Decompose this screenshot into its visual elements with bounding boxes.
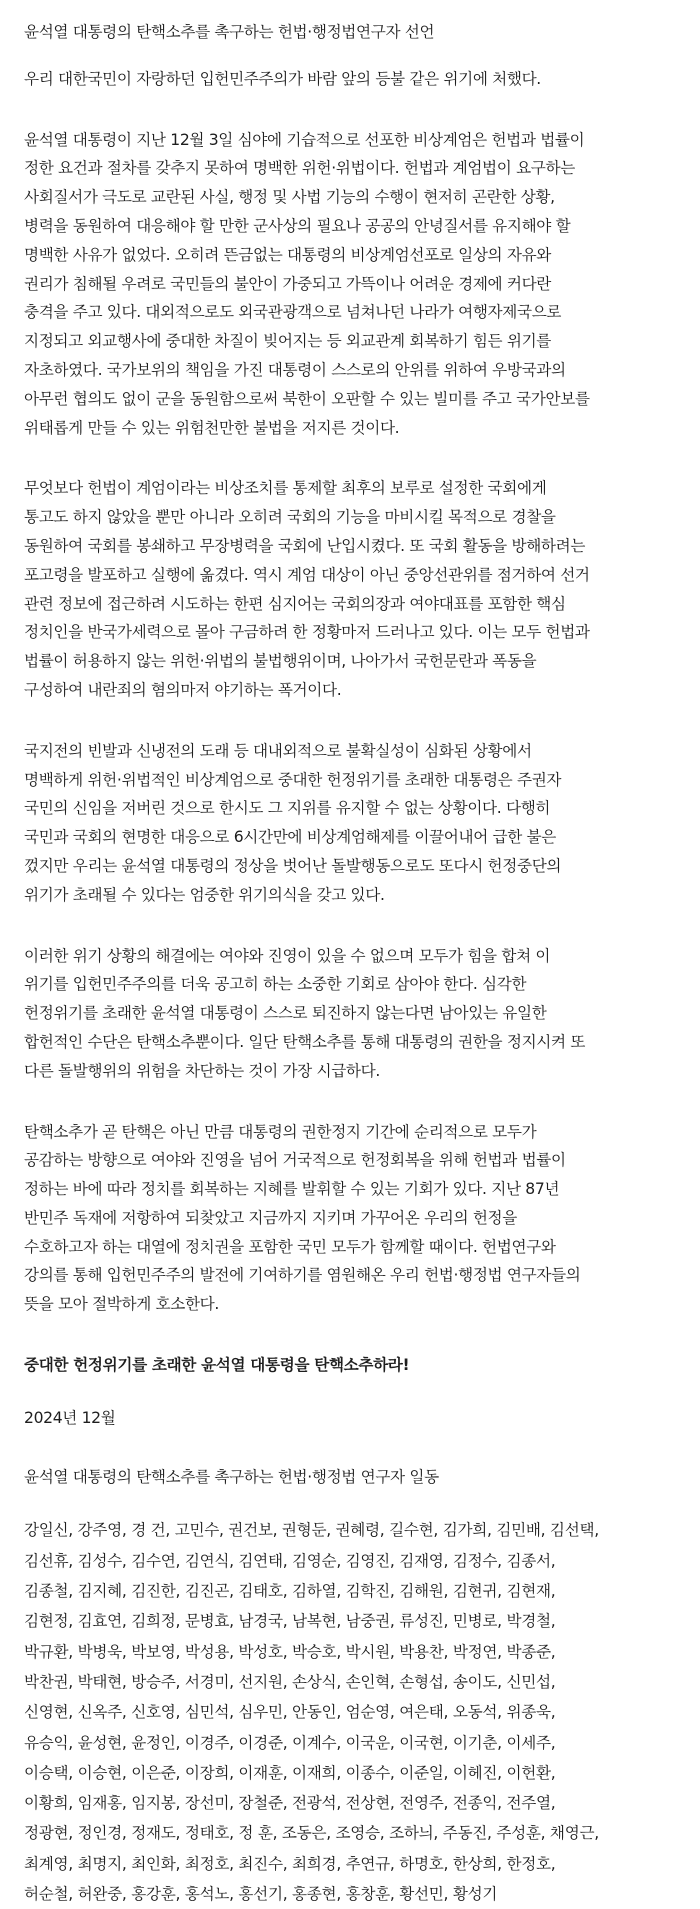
paragraph-line: 헌정위기를 초래한 윤석열 대통령이 스스로 퇴진하지 않는다면 남아있는 유일한 xyxy=(24,1004,547,1023)
document-title: 윤석열 대통령의 탄핵소추를 촉구하는 헌법·행정법연구자 선언 xyxy=(24,23,435,41)
slogan: 중대한 헌정위기를 초래한 윤석열 대통령을 탄핵소추하라! xyxy=(24,1356,410,1375)
signer-line: 유승익, 윤성현, 윤정인, 이경주, 이경준, 이계수, 이국운, 이국현, 이기춘, 이세주, xyxy=(24,1733,556,1752)
paragraph-line: 지정되고 외교행사에 중대한 차질이 빚어지는 등 외교관계 회복하기 힘든 위기를 xyxy=(24,332,552,351)
paragraph-line: 다른 돌발행위의 위험을 차단하는 것이 가장 시급하다. xyxy=(24,1061,380,1080)
paragraph-line: 공감하는 방향으로 여야와 진영을 넘어 거국적으로 헌정회복을 위해 헌법과 법률이 xyxy=(24,1151,566,1170)
paragraph-line: 위기가 초래될 수 있다는 엄중한 위기의식을 갖고 있다. xyxy=(24,885,385,904)
paragraph-line: 정치인을 반국가세력으로 몰아 구금하려 한 정황마저 드러나고 있다. 이는 모두 헌법과 xyxy=(24,623,590,642)
paragraph-line: 뜻을 모아 절박하게 호소한다. xyxy=(24,1295,219,1314)
signer-line: 최계영, 최명지, 최인화, 최정호, 최진수, 최희경, 추연규, 하명호, 한상희, 한정호, xyxy=(24,1854,556,1873)
signer-line: 이황희, 임재홍, 임지봉, 장선미, 장철준, 전광석, 전상현, 전영주, 전종익, 전주열, xyxy=(24,1794,556,1813)
signer-line: 신영현, 신옥주, 신호영, 심민석, 심우민, 안동인, 엄순영, 여은태, 오동석, 위종욱, xyxy=(24,1703,556,1722)
paragraph-line: 명백한 사유가 없었다. 오히려 뜬금없는 대통령의 비상계엄선포로 일상의 자유와 xyxy=(24,245,552,264)
paragraph-line: 동원하여 국회를 봉쇄하고 무장병력을 국회에 난입시켰다. 또 국회 활동을 방해하려는 xyxy=(24,536,586,555)
signer-line: 이승택, 이승현, 이은준, 이장희, 이재훈, 이재희, 이종수, 이준일, 이헤진, 이헌환, xyxy=(24,1763,556,1782)
signer-line: 허순철, 허완중, 홍강훈, 홍석노, 홍선기, 홍종현, 홍창훈, 황선민, 황성기 xyxy=(24,1885,498,1904)
paragraph-line: 이러한 위기 상황의 해결에는 여야와 진영이 있을 수 없으며 모두가 힘을 합쳐 이 xyxy=(24,946,551,965)
paragraph-line: 위태롭게 만들 수 있는 위험천만한 불법을 저지른 것이다. xyxy=(24,418,400,437)
paragraph-line: 강의를 통해 입헌민주주의 발전에 기여하기를 염원해온 우리 헌법·행정법 연구자들의 xyxy=(24,1266,581,1285)
paragraph-line: 구성하여 내란죄의 혐의마저 야기하는 폭거이다. xyxy=(24,680,342,699)
paragraph-line: 껐지만 우리는 윤석열 대통령의 정상을 벗어난 돌발행동으로도 또다시 헌정중단의 xyxy=(24,856,562,875)
signer-line: 강일신, 강주영, 경 건, 고민수, 권건보, 권형둔, 권혜령, 길수현, 김가희, 김민배, 김선택, xyxy=(24,1521,599,1540)
document xyxy=(24,18,692,1909)
declaration-date: 2024년 12월 xyxy=(24,1408,116,1427)
paragraph-line: 포고령을 발포하고 실행에 옮겼다. 역시 계엄 대상이 아닌 중앙선관위를 점거하여 선거 xyxy=(24,565,590,584)
body-paragraphs xyxy=(24,126,692,1319)
paragraph xyxy=(24,737,692,910)
signer-line: 박규환, 박병욱, 박보영, 박성용, 박성호, 박승호, 박시원, 박용찬, 박정연, 박종준, xyxy=(24,1642,556,1661)
signer-line: 김현정, 김효연, 김희정, 문병효, 남경국, 남복현, 남중권, 류성진, 민병로, 박경철, xyxy=(24,1612,556,1631)
signers-heading: 윤석열 대통령의 탄핵소추를 촉구하는 헌법·행정법 연구자 일동 xyxy=(24,1467,439,1486)
paragraph-line: 수호하고자 하는 대열에 정치권을 포함한 국민 모두가 함께할 때이다. 헌법연구와 xyxy=(24,1237,556,1256)
paragraph-line: 충격을 주고 있다. 대외적으로도 외국관광객으로 넘쳐나던 나라가 여행자제국으로 xyxy=(24,303,562,322)
paragraph-line: 윤석열 대통령이 지난 12월 3일 심야에 기습적으로 선포한 비상계엄은 헌법과 법률이 xyxy=(24,130,585,149)
paragraph-line: 탄핵소추가 곧 탄핵은 아닌 만큼 대통령의 권한정지 기간에 순리적으로 모두가 xyxy=(24,1122,537,1141)
paragraph xyxy=(24,1118,692,1320)
paragraph-line: 관련 정보에 접근하려 시도하는 한편 심지어는 국회의장과 여야대표를 포함한 핵심 xyxy=(24,594,566,613)
paragraph-line: 정한 요건과 절차를 갖추지 못하여 명백한 위헌·위법이다. 헌법과 계엄법이 요구하는 xyxy=(24,159,575,178)
paragraph-line: 합헌적인 수단은 탄핵소추뿐이다. 일단 탄핵소추를 통해 대통령의 권한을 정지시켜 또 xyxy=(24,1032,586,1051)
signer-line: 김선휴, 김성수, 김수연, 김연식, 김연태, 김영순, 김영진, 김재영, 김정수, 김종서, xyxy=(24,1551,556,1570)
paragraph xyxy=(24,474,692,704)
paragraph xyxy=(24,126,692,443)
paragraph-line: 국민과 국회의 현명한 대응으로 6시간만에 비상계엄해제를 이끌어내어 급한 불은 xyxy=(24,828,556,847)
paragraph-line: 아무런 협의도 없이 군을 동원함으로써 북한이 오판할 수 있는 빌미를 주고 국가안보를 xyxy=(24,389,590,408)
paragraph-line: 무엇보다 헌법이 계엄이라는 비상조치를 통제할 최후의 보루로 설정한 국회에게 xyxy=(24,479,547,498)
paragraph-line: 국민의 신임을 저버린 것으로 한시도 그 지위를 유지할 수 없는 상황이다. 다행히 xyxy=(24,799,551,818)
paragraph xyxy=(24,942,692,1086)
paragraph-line: 사회질서가 극도로 교란된 사실, 행정 및 사법 기능의 수행이 현저히 곤란한 상황, xyxy=(24,188,555,207)
signer-line: 정광현, 정인경, 정재도, 정태호, 정 훈, 조동은, 조영승, 조하늬, 주동진, 주성훈, 채영근, xyxy=(24,1824,599,1843)
intro-sentence: 우리 대한국민이 자랑하던 입헌민주주의가 바람 앞의 등불 같은 위기에 처했다. xyxy=(24,69,541,88)
signer-names xyxy=(24,1515,692,1909)
paragraph-line: 통고도 하지 않았을 뿐만 아니라 오히려 국회의 기능을 마비시킬 목적으로 경찰을 xyxy=(24,508,556,527)
paragraph-line: 명백하게 위헌·위법적인 비상계엄으로 중대한 헌정위기를 초래한 대통령은 주권자 xyxy=(24,770,562,789)
paragraph-line: 법률이 허용하지 않는 위헌·위법의 불법행위이며, 나아가서 국헌문란과 폭동을 xyxy=(24,652,537,671)
paragraph-line: 국지전의 빈발과 신냉전의 도래 등 대내외적으로 불확실성이 심화된 상황에서 xyxy=(24,741,532,760)
paragraph-line: 반민주 독재에 저항하여 되찾았고 지금까지 지키며 가꾸어온 우리의 헌정을 xyxy=(24,1208,517,1227)
paragraph-line: 권리가 침해될 우려로 국민들의 불안이 가중되고 가뜩이나 어려운 경제에 커다란 xyxy=(24,274,552,293)
paragraph-line: 병력을 동원하여 대응해야 할 만한 군사상의 필요나 공공의 안녕질서를 유지해야 할 xyxy=(24,216,571,235)
signer-line: 박찬권, 박태현, 방승주, 서경미, 선지원, 손상식, 손인혁, 손형섭, 송이도, 신민섭, xyxy=(24,1672,556,1691)
paragraph-line: 위기를 입헌민주주의를 더욱 공고히 하는 소중한 기회로 삼아야 한다. 심각한 xyxy=(24,975,527,994)
signer-line: 김종철, 김지혜, 김진한, 김진곤, 김태호, 김하열, 김학진, 김해원, 김현귀, 김현재, xyxy=(24,1582,556,1601)
paragraph-line: 정하는 바에 따라 정치를 회복하는 지혜를 발휘할 수 있는 기회가 있다. 지난 87년 xyxy=(24,1180,560,1199)
paragraph-line: 자초하였다. 국가보위의 책임을 가진 대통령이 스스로의 안위를 위하여 우방국과의 xyxy=(24,360,566,379)
